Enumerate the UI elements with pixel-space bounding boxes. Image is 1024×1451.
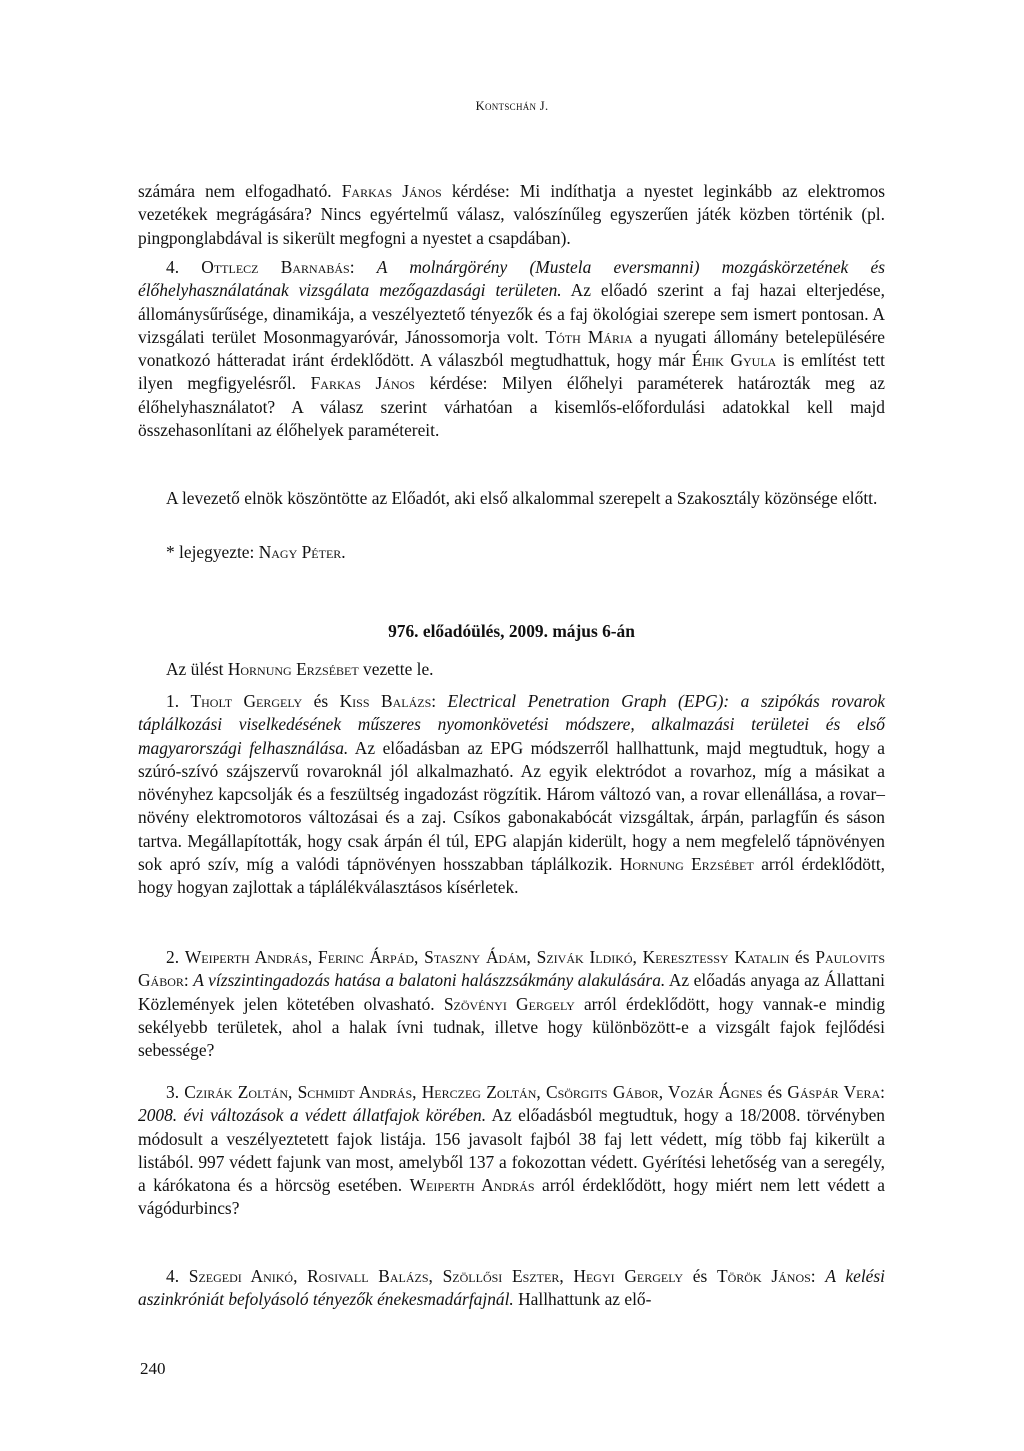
author-names: Czirák Zoltán, Schmidt András, Herczeg Zoltán, Csörgits Gábor, Vozár Ágnes [184, 1082, 763, 1102]
paragraph-lecture-2 [138, 946, 885, 1062]
paragraph-lecture-4b [138, 1265, 885, 1312]
paragraph-note-taker [138, 541, 885, 564]
text: kérdése: Milyen élőhelyi paraméterek határozták meg az élőhelyhasználatot? A válasz szerint várhatóan a kisemlős-előfordulási adatokkal kell majd összehasonlítani az élőhelyek paramétereit. [138, 373, 885, 441]
author-name: Ottlecz Barnabás [201, 257, 350, 277]
text: Az előadásból megtudtuk, hogy a 18/2008. törvényben módosult a veszélyeztetett fajok listája. 156 javasolt fajból 38 faj lett védett, míg több faj kikerült a listából. 997 védett fajunk van most, amelyből 137 a fokozottan védett. Gyérítési lehetőség van a seregély, a kárókatona és a hörcsög esetében. [138, 1105, 885, 1196]
lecture-title: Electrical Penetration Graph (EPG): a szipókás rovarok táplálkozási viselkedésének műszeres nyomonkövetési módszere, alkalmazási területei és első magyarországi felhasználása. [138, 691, 885, 758]
text: * lejegyezte: [166, 542, 259, 562]
person-name: Éhik Gyula [691, 350, 777, 371]
text: Az előadás anyaga az Állattani Közlemények jelen kötetében olvasható. [138, 970, 885, 1014]
item-number: 4. [166, 1266, 189, 1286]
lecture-title: 2008. évi változások a védett állatfajok körében. [138, 1105, 487, 1126]
text: arról érdeklődött, hogy hogyan zajlottak a táplálékválasztásos kísérletek. [138, 854, 885, 898]
lecture-title: A vízszintingadozás hatása a balatoni halászzsákmány alakulására. [193, 970, 666, 991]
author-name: Paulovits Gábor [138, 947, 885, 991]
person-name: Hornung Erzsébet [619, 854, 754, 875]
text: Hallhattunk az elő- [513, 1289, 652, 1310]
item-number: 3. [166, 1082, 185, 1102]
text: és [683, 1266, 717, 1286]
author-name: Tholt Gergely [190, 691, 303, 711]
text: arról érdeklődött, hogy miért nem lett védett a vágódurbincs? [138, 1175, 885, 1219]
author-name: Kiss Balázs [339, 691, 432, 711]
paragraph-lecture-3 [138, 1081, 885, 1221]
paragraph-question-end [138, 180, 885, 250]
text: számára nem elfogadható. [138, 181, 342, 201]
running-head: Kontschán J. [475, 99, 549, 113]
paragraph-lecture-4 [138, 256, 885, 442]
text: Az előadásban az EPG módszerről hallhattunk, majd megtudtuk, hogy a szúró-szívó szájszervű rovaroknál jól alkalmazható. Az egyik elektródot a rovarhoz, míg a másikat a növényhez kapcsolják és a feszültség ingadozást rögzítik. Három változó van, a rovar ellenállása, a rovar–növény elektromotoros változásai és a zaj. Csíkos gabonakabócát vizsgáltak, árpán, parlagfűn és sáson tartva. Megállapították, hogy csak árpán él túl, EPG alapján kiderült, hogy a nem megfelelő tápnövényen sok apró szív, míg a valódi tápnövényen hosszabban táplálkozik. [138, 737, 885, 875]
text: arról érdeklődött, hogy vannak-e mindig sekélyebb területek, ahol a halak ívni tudnak, illetve hogy különbözött-e a vizsgált fajok fejlődési sebessége? [138, 993, 885, 1061]
text: . [341, 542, 346, 562]
session-heading: 976. előadóülés, 2009. május 6-án [388, 621, 635, 641]
separator: : [349, 257, 377, 277]
text: és [762, 1082, 788, 1102]
paragraph-session-chair [138, 658, 885, 681]
text: és [789, 947, 816, 967]
separator: : [431, 691, 448, 711]
separator: : [880, 1082, 885, 1102]
person-name: Weiperth András [409, 1175, 535, 1196]
paragraph-chair-greeting: A levezető elnök köszöntötte az Előadót, aki első alkalommal szerepelt a Szakosztály közönsége előtt. [166, 488, 878, 508]
person-name: Szövényi Gergely [443, 993, 575, 1014]
author-names: Szegedi Anikó, Rosivall Balázs, Szöllősi Eszter, Hegyi Gergely [188, 1266, 684, 1286]
lecture-title: A kelési aszinkróniát befolyásoló tényezők énekesmadárfajnál. [138, 1266, 886, 1310]
author-names: Weiperth András, Ferinc Árpád, Staszny Ádám, Szivák Ildikó, Keresztessy Katalin [184, 947, 790, 967]
text: vezette le. [358, 659, 434, 679]
separator: : [183, 970, 194, 991]
item-number: 4. [166, 257, 202, 277]
text: Az előadó szerint a faj hazai elterjedése, állománysűrűsége, dinamikája, a veszélyeztető tényezők és a faj ökológiai szerepe sem ismert pontosan. A vizsgálati terület Mosonmagyaróvár, Jánossomorja volt. [138, 280, 885, 347]
person-name: Tóth Mária [545, 326, 633, 347]
person-name: Nagy Péter [258, 542, 342, 562]
item-number: 2. [166, 947, 185, 967]
paragraph-lecture-1 [138, 690, 885, 900]
lecture-title: A molnárgörény (Mustela eversmanni) mozgáskörzetének és élőhelyhasználatának vizsgálata mezőgazdasági területen. [138, 257, 885, 301]
text: és [302, 691, 340, 711]
separator: : [810, 1266, 826, 1286]
person-name: Hornung Erzsébet [227, 659, 359, 679]
item-number: 1. [166, 691, 191, 711]
author-name: Gáspár Vera [787, 1082, 881, 1102]
page-number: 240 [140, 1359, 166, 1378]
text: Az ülést [166, 659, 228, 679]
person-name: Farkas János [341, 181, 442, 201]
text: a nyugati állomány betelepülésére vonatkozó hátteradat iránt érdeklődött. A válaszból megtudhattuk, hogy már [138, 326, 885, 371]
author-name: Török János [717, 1266, 811, 1286]
person-name: Farkas János [310, 373, 415, 394]
text: is említést tett ilyen megfigyelésről. [138, 350, 885, 394]
text: kérdése: Mi indíthatja a nyestet leginkább az elektromos vezetékek megrágására? Nincs egyértelmű válasz, valószínűleg egyszerűen játék közben történik (pl. pingponglabdával is sikerült megfogni a nyestet a csapdában). [138, 181, 885, 248]
